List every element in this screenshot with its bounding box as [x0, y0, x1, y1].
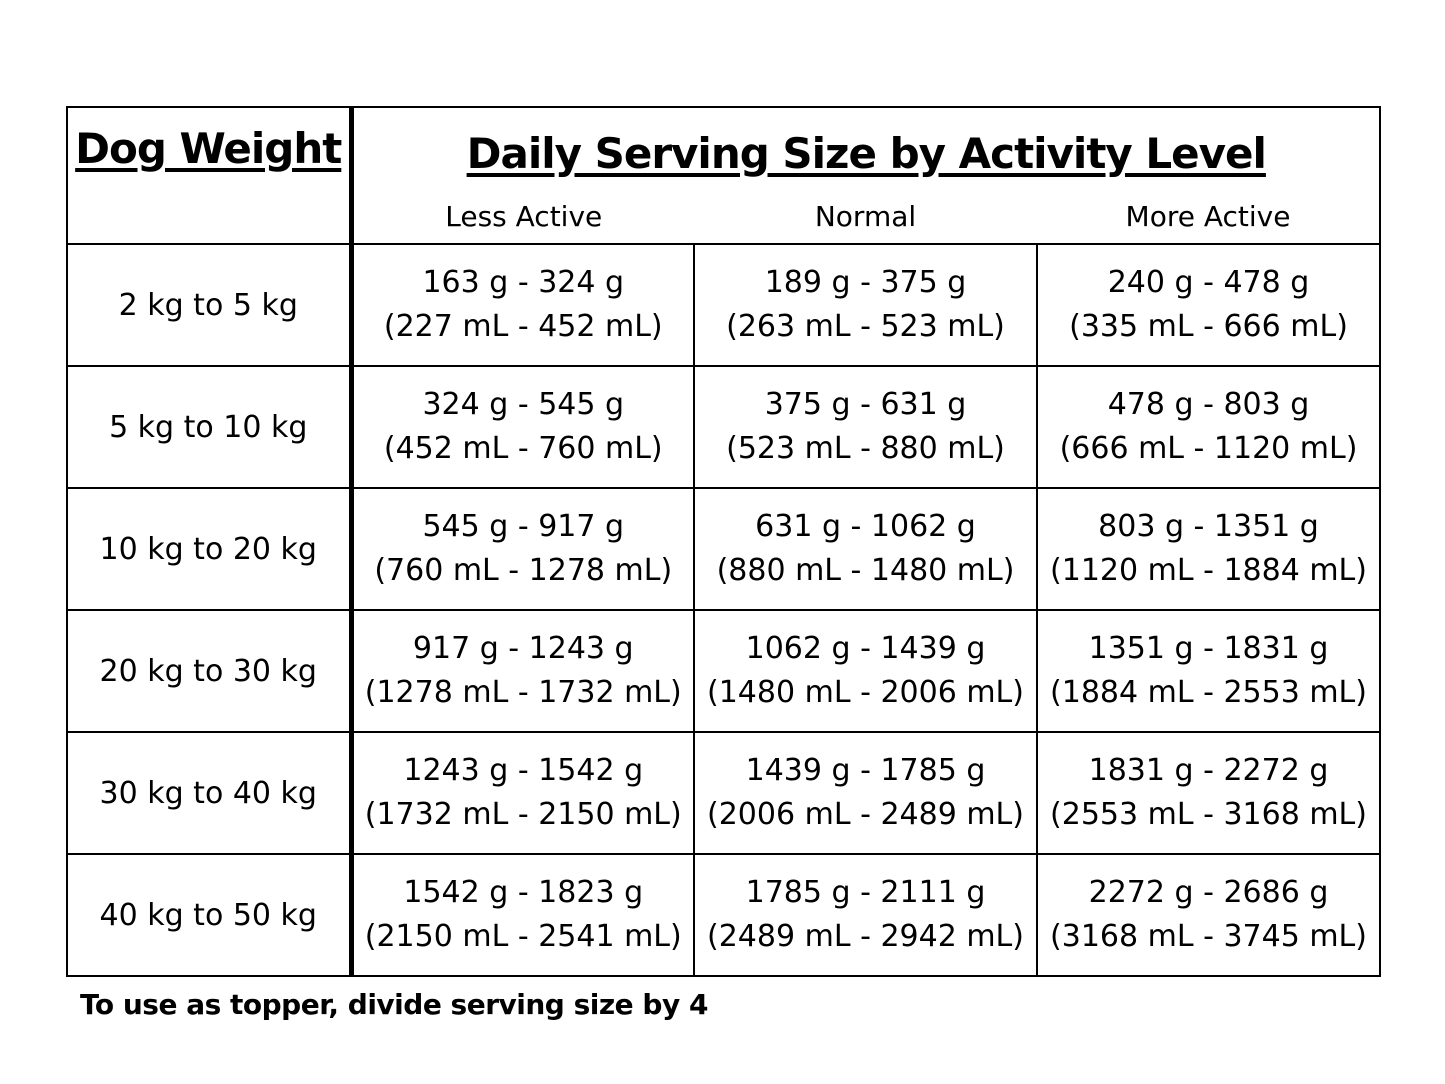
weight-range-cell: 2 kg to 5 kg — [67, 244, 351, 366]
serving-cell-less-active — [351, 854, 694, 976]
serving-cell-normal — [694, 488, 1037, 610]
serving-cell-more-active — [1037, 732, 1380, 854]
serving-ml: (3168 mL - 3745 mL) — [1050, 919, 1367, 954]
serving-grams: 1439 g - 1785 g — [745, 753, 986, 788]
serving-cell-less-active — [351, 366, 694, 488]
column-header-more-active: More Active — [1037, 189, 1380, 244]
serving-ml: (1732 mL - 2150 mL) — [364, 797, 682, 832]
table-row — [67, 610, 1380, 732]
serving-grams: 631 g - 1062 g — [755, 509, 976, 544]
serving-ml: (452 mL - 760 mL) — [383, 431, 663, 466]
serving-ml: (335 mL - 666 mL) — [1069, 309, 1348, 344]
serving-cell-less-active — [351, 732, 694, 854]
serving-size-table — [66, 106, 1381, 977]
serving-cell-more-active — [1037, 610, 1380, 732]
table-row — [67, 732, 1380, 854]
table-row — [67, 244, 1380, 366]
serving-grams: 917 g - 1243 g — [412, 631, 634, 666]
activity-header-cell — [351, 107, 1380, 189]
serving-grams: 1243 g - 1542 g — [403, 753, 644, 788]
serving-cell-normal — [694, 366, 1037, 488]
serving-ml: (1278 mL - 1732 mL) — [364, 675, 682, 710]
serving-ml: (523 mL - 880 mL) — [726, 431, 1005, 466]
serving-ml: (880 mL - 1480 mL) — [716, 553, 1015, 588]
weight-header-cell — [67, 107, 351, 244]
serving-ml: (666 mL - 1120 mL) — [1059, 431, 1358, 466]
serving-grams: 545 g - 917 g — [422, 509, 625, 544]
weight-range-cell: 40 kg to 50 kg — [67, 854, 351, 976]
serving-cell-normal — [694, 732, 1037, 854]
serving-grams: 189 g - 375 g — [764, 265, 967, 300]
serving-cell-less-active — [351, 488, 694, 610]
serving-cell-less-active — [351, 244, 694, 366]
serving-grams: 375 g - 631 g — [764, 387, 967, 422]
serving-grams: 1542 g - 1823 g — [403, 875, 644, 910]
serving-grams: 803 g - 1351 g — [1098, 509, 1319, 544]
table-header-row — [67, 107, 1380, 189]
weight-header: Dog Weight — [75, 124, 342, 173]
serving-cell-normal — [694, 854, 1037, 976]
serving-cell-more-active — [1037, 244, 1380, 366]
weight-range-cell: 5 kg to 10 kg — [67, 366, 351, 488]
serving-ml: (227 mL - 452 mL) — [383, 309, 663, 344]
weight-range-cell: 20 kg to 30 kg — [67, 610, 351, 732]
serving-cell-more-active — [1037, 854, 1380, 976]
serving-grams: 1351 g - 1831 g — [1088, 631, 1329, 666]
serving-grams: 478 g - 803 g — [1107, 387, 1310, 422]
serving-cell-normal — [694, 244, 1037, 366]
serving-cell-more-active — [1037, 366, 1380, 488]
activity-level-header: Daily Serving Size by Activity Level — [466, 129, 1266, 178]
column-header-less-active: Less Active — [351, 189, 694, 244]
serving-ml: (1480 mL - 2006 mL) — [707, 675, 1024, 710]
serving-grams: 2272 g - 2686 g — [1088, 875, 1329, 910]
serving-ml: (2150 mL - 2541 mL) — [364, 919, 682, 954]
table-row — [67, 854, 1380, 976]
topper-footnote: To use as topper, divide serving size by 4 — [80, 988, 708, 1021]
serving-grams: 1831 g - 2272 g — [1088, 753, 1329, 788]
serving-ml: (2006 mL - 2489 mL) — [707, 797, 1024, 832]
serving-cell-more-active — [1037, 488, 1380, 610]
serving-grams: 240 g - 478 g — [1107, 265, 1310, 300]
serving-grams: 1062 g - 1439 g — [745, 631, 986, 666]
serving-ml: (2489 mL - 2942 mL) — [707, 919, 1024, 954]
serving-ml: (2553 mL - 3168 mL) — [1050, 797, 1367, 832]
serving-ml: (1120 mL - 1884 mL) — [1050, 553, 1367, 588]
table-row — [67, 488, 1380, 610]
serving-cell-normal — [694, 610, 1037, 732]
serving-ml: (1884 mL - 2553 mL) — [1050, 675, 1367, 710]
table-row — [67, 366, 1380, 488]
serving-cell-less-active — [351, 610, 694, 732]
serving-ml: (263 mL - 523 mL) — [726, 309, 1005, 344]
serving-grams: 163 g - 324 g — [422, 265, 625, 300]
serving-grams: 1785 g - 2111 g — [745, 875, 986, 910]
column-header-normal: Normal — [694, 189, 1037, 244]
serving-grams: 324 g - 545 g — [422, 387, 625, 422]
serving-ml: (760 mL - 1278 mL) — [374, 553, 673, 588]
weight-range-cell: 10 kg to 20 kg — [67, 488, 351, 610]
weight-range-cell: 30 kg to 40 kg — [67, 732, 351, 854]
